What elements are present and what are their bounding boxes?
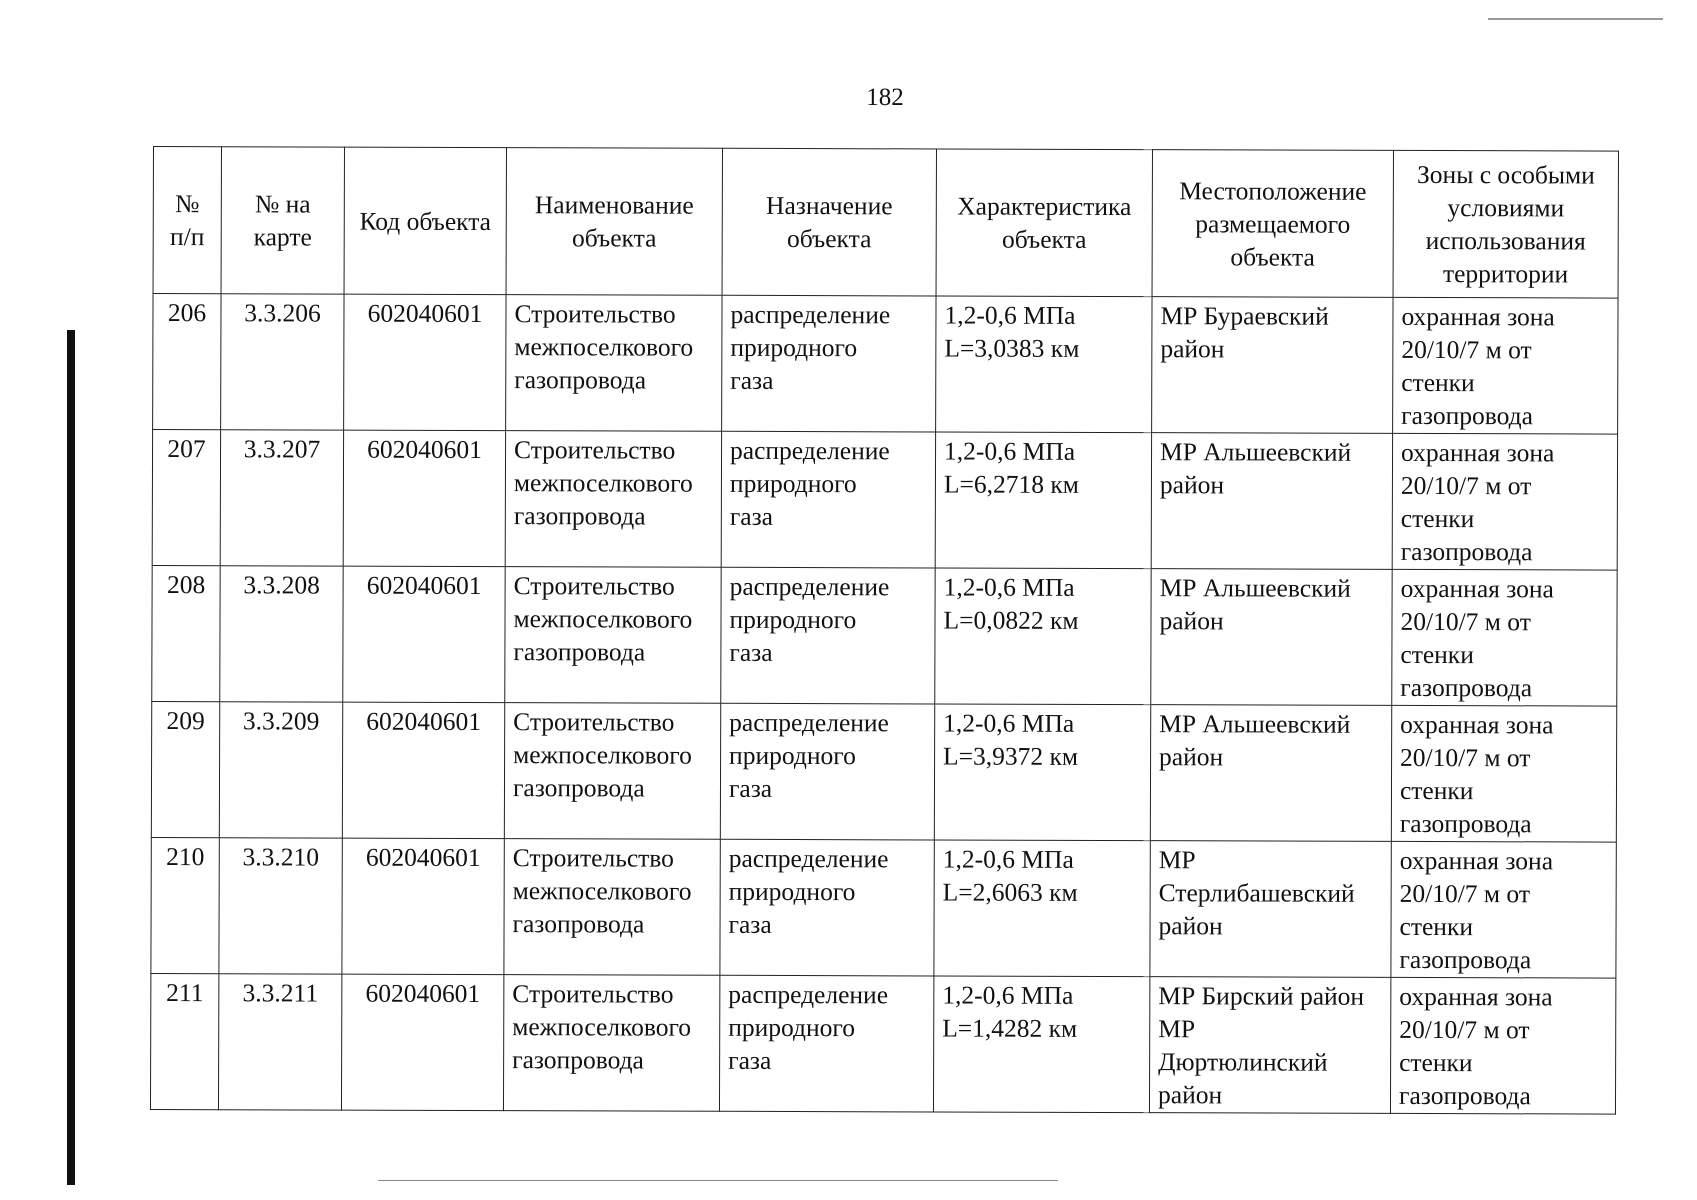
cell-text-line: Строительство xyxy=(514,299,676,329)
cell-special-zones xyxy=(1393,297,1618,434)
cell-text-line: распределение xyxy=(728,979,889,1010)
scan-artifact-line xyxy=(378,1180,1058,1181)
cell-text-line: стенки xyxy=(1401,367,1475,398)
cell-text-line: стенки xyxy=(1399,911,1474,942)
scan-artifact-bar xyxy=(67,330,75,1185)
cell-object-purpose xyxy=(720,703,934,840)
cell-object-characteristic xyxy=(933,976,1149,1113)
cell-object-code: 602040601 xyxy=(342,702,504,839)
cell-text-line: газа xyxy=(729,637,773,667)
cell-text-line: газопровода xyxy=(1401,400,1533,431)
cell-text-line: L=0,0822 км xyxy=(943,605,1079,635)
cell-special-zones xyxy=(1390,977,1615,1114)
cell-text-line: газопровода xyxy=(1399,944,1532,975)
cell-text-line: 20/10/7 м от xyxy=(1400,606,1531,637)
objects-table xyxy=(150,146,1619,1115)
cell-object-location xyxy=(1151,433,1392,570)
cell-object-characteristic xyxy=(934,840,1150,977)
cell-num: 209 xyxy=(151,701,219,837)
cell-object-location xyxy=(1150,841,1391,978)
cell-text-line: МР Альшеевский xyxy=(1159,437,1352,467)
table-row xyxy=(151,837,1616,978)
cell-text-line: L=2,6063 км xyxy=(942,877,1078,907)
table-row xyxy=(153,294,1618,435)
cell-num: 210 xyxy=(151,837,219,973)
cell-object-characteristic xyxy=(935,432,1151,569)
header-object-name: Наименование объекта xyxy=(506,148,722,296)
cell-text-line: L=3,9372 км xyxy=(943,741,1079,771)
cell-text-line: природного xyxy=(730,332,858,363)
cell-text-line: 1,2-0,6 МПа xyxy=(944,300,1076,330)
scan-artifact-line xyxy=(1488,18,1663,20)
cell-map-number: 3.3.210 xyxy=(219,838,342,974)
cell-object-characteristic xyxy=(935,568,1151,705)
cell-num: 206 xyxy=(153,294,221,430)
cell-object-name xyxy=(504,839,720,976)
cell-object-location xyxy=(1149,977,1390,1114)
cell-text-line: межпоселкового xyxy=(514,332,694,362)
cell-object-code: 602040601 xyxy=(343,430,505,567)
cell-text-line: природного xyxy=(729,740,856,771)
cell-text-line: охранная зона xyxy=(1399,845,1554,876)
cell-text-line: 20/10/7 м от xyxy=(1399,878,1531,909)
cell-text-line: стенки xyxy=(1399,1047,1473,1078)
header-object-purpose: Назначение объекта xyxy=(722,148,936,296)
cell-text-line: природного xyxy=(728,1012,856,1043)
cell-text-line: 20/10/7 м от xyxy=(1400,742,1531,773)
cell-text-line: распределение xyxy=(729,571,890,602)
cell-num: 211 xyxy=(150,973,218,1109)
cell-text-line: МР Бураевский xyxy=(1160,301,1329,331)
cell-text-line: газа xyxy=(729,501,774,531)
cell-text-line: газа xyxy=(728,773,773,803)
cell-map-number: 3.3.208 xyxy=(220,566,343,702)
cell-text-line: Строительство xyxy=(513,707,675,737)
cell-text-line: газа xyxy=(728,909,772,939)
cell-object-name xyxy=(505,567,721,704)
cell-special-zones xyxy=(1392,433,1617,570)
cell-text-line: 20/10/7 м от xyxy=(1401,334,1532,365)
table-body xyxy=(150,294,1618,1115)
cell-text-line: 20/10/7 м от xyxy=(1399,1014,1530,1045)
cell-map-number: 3.3.207 xyxy=(220,430,343,566)
cell-text-line: 1,2-0,6 МПа xyxy=(942,980,1074,1010)
cell-object-location xyxy=(1152,297,1393,434)
cell-object-characteristic xyxy=(934,704,1150,841)
cell-text-line: газопровода xyxy=(1400,536,1533,567)
cell-text-line: стенки xyxy=(1399,775,1474,806)
cell-text-line: природного xyxy=(729,604,857,635)
header-object-characteristic: Характеристика объекта xyxy=(936,149,1152,297)
cell-object-purpose xyxy=(722,295,936,432)
cell-text-line: МР xyxy=(1158,1014,1196,1044)
cell-text-line: распределение xyxy=(730,435,890,466)
cell-text-line: МР Альшеевский xyxy=(1159,709,1351,739)
cell-text-line: охранная зона xyxy=(1400,573,1554,604)
table-row xyxy=(152,565,1617,706)
header-object-location: Местоположение размещаемого объекта xyxy=(1152,150,1393,298)
cell-text-line: Строительство xyxy=(513,571,675,601)
cell-text-line: межпоселкового xyxy=(512,1012,692,1042)
cell-text-line: район xyxy=(1159,606,1224,636)
cell-text-line: газопровода xyxy=(513,637,646,667)
cell-text-line: L=1,4282 км xyxy=(942,1013,1078,1043)
cell-text-line: газа xyxy=(730,365,774,395)
cell-text-line: 1,2-0,6 МПа xyxy=(944,436,1076,466)
cell-text-line: охранная зона xyxy=(1399,981,1553,1012)
cell-text-line: МР xyxy=(1158,845,1196,875)
cell-object-name xyxy=(506,295,722,432)
table-header-row xyxy=(153,147,1618,299)
cell-text-line: стенки xyxy=(1400,503,1475,534)
table-row xyxy=(152,430,1617,571)
cell-text-line: L=6,2718 км xyxy=(943,469,1079,499)
cell-text-line: природного xyxy=(728,876,856,907)
cell-text-line: межпоселкового xyxy=(512,876,692,906)
cell-text-line: межпоселкового xyxy=(513,468,693,498)
cell-text-line: 1,2-0,6 МПа xyxy=(942,844,1074,874)
cell-object-code: 602040601 xyxy=(343,566,505,703)
cell-object-code: 602040601 xyxy=(344,294,506,431)
header-special-zones: Зоны с особыми условиями использования территории xyxy=(1393,150,1618,298)
table-row xyxy=(151,701,1616,842)
cell-text-line: Строительство xyxy=(512,843,674,873)
cell-special-zones xyxy=(1391,705,1616,842)
cell-text-line: 20/10/7 м от xyxy=(1400,470,1532,501)
cell-text-line: газопровода xyxy=(512,909,645,939)
cell-object-name xyxy=(503,975,719,1112)
cell-text-line: район xyxy=(1159,742,1224,772)
cell-text-line: межпоселкового xyxy=(513,740,692,770)
cell-object-code: 602040601 xyxy=(341,974,503,1111)
cell-text-line: газопровода xyxy=(514,365,647,395)
cell-map-number: 3.3.209 xyxy=(219,702,342,838)
cell-text-line: газопровода xyxy=(512,773,645,803)
cell-text-line: 1,2-0,6 МПа xyxy=(943,572,1075,602)
cell-text-line: район xyxy=(1158,911,1223,941)
cell-text-line: 1,2-0,6 МПа xyxy=(943,708,1075,738)
header-num: № п/п xyxy=(153,147,221,294)
cell-object-purpose xyxy=(719,975,933,1112)
cell-text-line: распределение xyxy=(728,843,889,874)
table-row xyxy=(150,973,1615,1114)
cell-text-line: стенки xyxy=(1400,639,1474,670)
cell-text-line: газопровода xyxy=(513,501,646,531)
header-map-number: № на карте xyxy=(221,147,344,294)
cell-text-line: газопровода xyxy=(1398,1080,1531,1111)
cell-map-number: 3.3.206 xyxy=(221,294,344,430)
cell-object-location xyxy=(1151,569,1392,706)
cell-text-line: Строительство xyxy=(514,435,676,465)
cell-text-line: распределение xyxy=(730,299,891,330)
cell-text-line: распределение xyxy=(729,707,889,738)
cell-special-zones xyxy=(1391,841,1616,978)
cell-text-line: район xyxy=(1160,334,1225,364)
cell-text-line: МР Бирский район xyxy=(1158,981,1365,1011)
cell-object-name xyxy=(504,703,720,840)
cell-object-characteristic xyxy=(936,296,1152,433)
cell-text-line: Строительство xyxy=(512,979,674,1009)
cell-num: 208 xyxy=(152,565,220,701)
cell-text-line: газопровода xyxy=(512,1045,644,1075)
page-number: 182 xyxy=(866,84,904,111)
header-object-code: Код объекта xyxy=(344,147,506,295)
cell-text-line: Стерлибашевский xyxy=(1158,878,1355,908)
cell-text-line: охранная зона xyxy=(1400,709,1554,740)
cell-object-location xyxy=(1150,705,1391,842)
cell-text-line: газа xyxy=(728,1045,772,1075)
cell-text-line: МР Альшеевский xyxy=(1159,573,1351,603)
cell-text-line: природного xyxy=(729,468,857,499)
cell-text-line: район xyxy=(1159,470,1225,500)
cell-text-line: газопровода xyxy=(1400,672,1533,703)
cell-text-line: L=3,0383 км xyxy=(944,333,1080,363)
cell-object-code: 602040601 xyxy=(342,838,504,975)
cell-text-line: Дюртюлинский xyxy=(1158,1047,1328,1077)
cell-num: 207 xyxy=(152,430,220,566)
cell-text-line: газопровода xyxy=(1399,808,1532,839)
cell-object-purpose xyxy=(721,431,935,568)
cell-text-line: охранная зона xyxy=(1401,301,1555,332)
cell-object-name xyxy=(505,431,721,568)
cell-text-line: межпоселкового xyxy=(513,604,693,634)
cell-object-purpose xyxy=(721,567,935,704)
cell-map-number: 3.3.211 xyxy=(218,974,341,1110)
cell-special-zones xyxy=(1392,569,1617,706)
cell-text-line: район xyxy=(1157,1080,1223,1110)
cell-text-line: охранная зона xyxy=(1400,437,1555,468)
cell-object-purpose xyxy=(720,839,934,976)
